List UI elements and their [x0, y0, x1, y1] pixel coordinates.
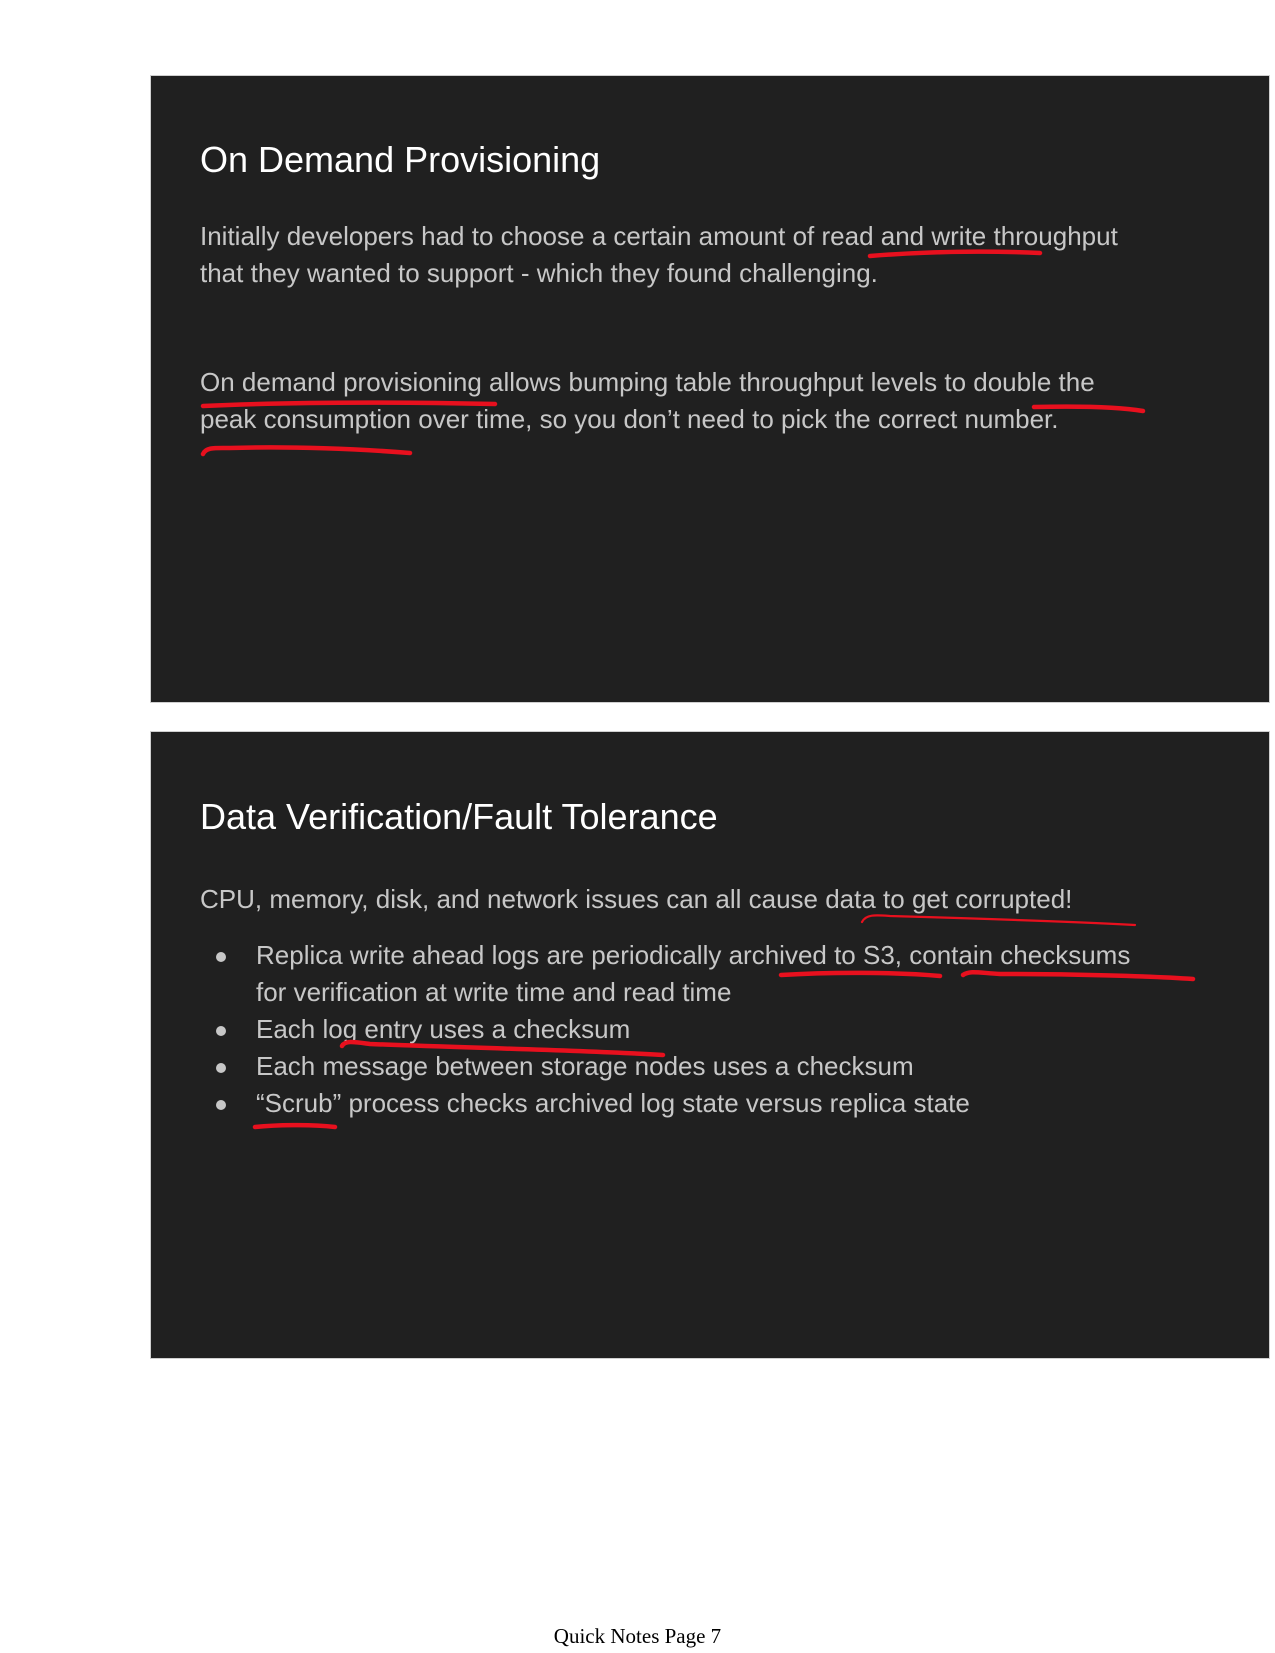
page-footer: Quick Notes Page 7 [553, 1624, 722, 1648]
paragraph-line: that they wanted to support - which they found challenging. [200, 258, 878, 288]
bullet-line: “Scrub” process checks archived log state versus replica state [256, 1088, 970, 1118]
slide-data-verification [150, 731, 1270, 1359]
bullet-list [200, 937, 1130, 1122]
bullet-item [200, 1085, 1130, 1122]
bullet-line: Each log entry uses a checksum [256, 1014, 631, 1044]
slide-on-demand-provisioning [150, 75, 1270, 703]
bullet-dot-icon [216, 1100, 226, 1110]
paragraph-initial-throughput [200, 218, 1118, 292]
bullet-line: for verification at write time and read time [256, 977, 732, 1007]
paragraph-line: peak consumption over time, so you don’t need to pick the correct number. [200, 404, 1059, 434]
bullet-line: Each message between storage nodes uses a checksum [256, 1051, 914, 1081]
bullet-item [200, 1048, 1130, 1085]
bullet-line: Replica write ahead logs are periodically archived to S3, contain checksums [256, 940, 1131, 970]
bullet-dot-icon [216, 1026, 226, 1036]
bullet-item [200, 1011, 1130, 1048]
bullet-item [200, 937, 1130, 1011]
bullet-dot-icon [216, 952, 226, 962]
slide-title: On Demand Provisioning [200, 139, 601, 180]
paragraph-line: Initially developers had to choose a certain amount of read and write throughput [200, 221, 1118, 251]
paragraph-on-demand [200, 364, 1095, 438]
slide-title: Data Verification/Fault Tolerance [200, 796, 718, 837]
bullet-dot-icon [216, 1063, 226, 1073]
paragraph-line: On demand provisioning allows bumping table throughput levels to double the [200, 367, 1095, 397]
paragraph-intro: CPU, memory, disk, and network issues can all cause data to get corrupted! [200, 884, 1073, 914]
